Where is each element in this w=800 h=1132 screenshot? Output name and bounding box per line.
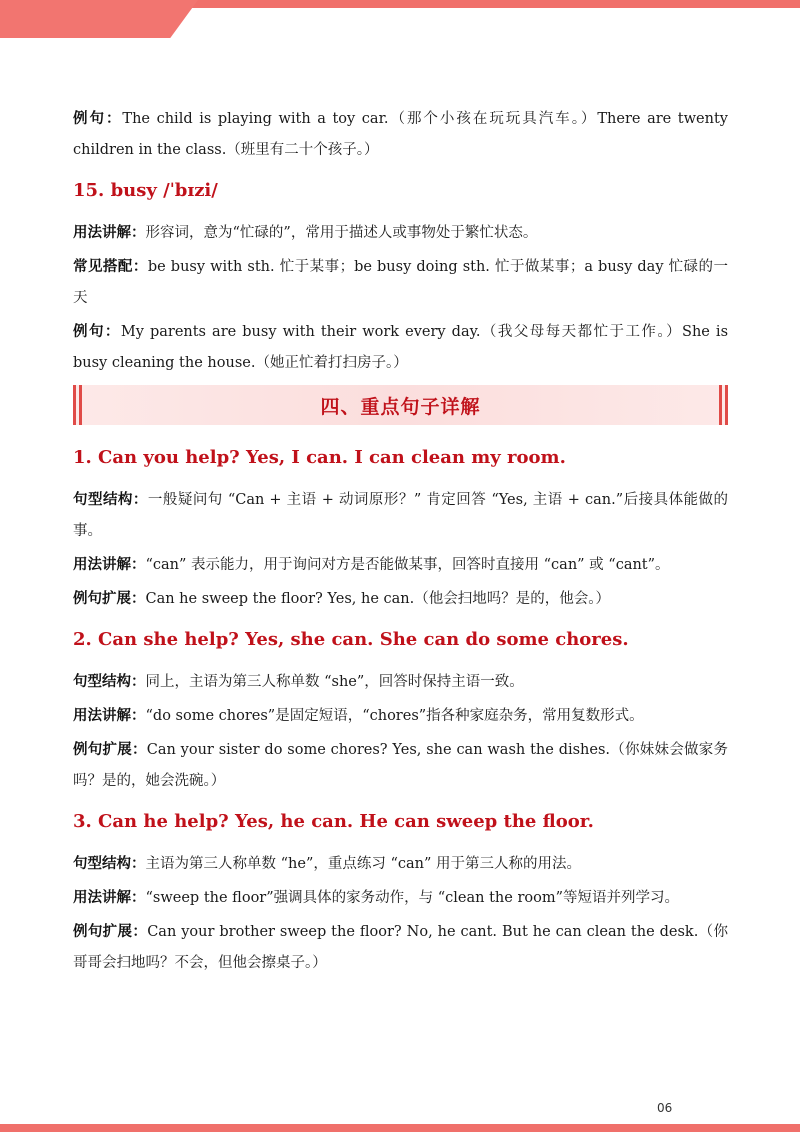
usage-label: 用法讲解：	[73, 708, 146, 724]
structure-paragraph	[73, 667, 728, 698]
banner-bar-right-inner	[719, 385, 722, 425]
top-decoration-band	[0, 0, 800, 38]
page-content	[73, 104, 728, 982]
example-label: 例句：	[73, 111, 123, 127]
banner-bar-left	[73, 385, 76, 425]
usage-text: “can” 表示能力，用于询问对方是否能做某事，回答时直接用 “can” 或 “cant”。	[145, 557, 670, 573]
top-band-tab	[0, 0, 198, 38]
usage-label: 用法讲解：	[73, 225, 146, 241]
example-paragraph	[73, 584, 728, 615]
structure-paragraph	[73, 849, 728, 880]
example-label: 例句：	[73, 324, 121, 340]
sentence-heading: 3. Can he help? Yes, he can. He can sweep the floor.	[73, 811, 594, 832]
structure-text: 同上，主语为第三人称单数 “she”，回答时保持主语一致。	[145, 674, 524, 690]
usage-label: 用法讲解：	[73, 890, 146, 906]
usage-paragraph	[73, 883, 728, 914]
busy-collocation	[73, 252, 728, 314]
example-paragraph	[73, 735, 728, 797]
example-text: My parents are busy with their work every day.（我父母每天都忙于工作。）She is busy cleaning the house.（她正忙着打扫房子。）	[73, 324, 729, 371]
sentence-heading: 2. Can she help? Yes, she can. She can do some chores.	[73, 629, 629, 650]
structure-paragraph	[73, 485, 728, 547]
structure-text: 主语为第三人称单数 “he”，重点练习 “can” 用于第三人称的用法。	[145, 856, 582, 872]
structure-label: 句型结构：	[73, 674, 146, 690]
section-title: 四、重点句子详解	[320, 395, 481, 418]
collocation-text: be busy with sth. 忙于某事；be busy doing sth. 忙于做某事；a busy day 忙碌的一天	[73, 259, 728, 306]
example-label: 例句扩展：	[73, 924, 148, 940]
example-label: 例句扩展：	[73, 591, 146, 607]
example-paragraph	[73, 917, 728, 979]
page-number: 06	[657, 1101, 673, 1115]
collocation-label: 常见搭配：	[73, 259, 148, 275]
usage-paragraph	[73, 701, 728, 732]
structure-label: 句型结构：	[73, 856, 146, 872]
word-heading-busy: 15. busy /ˈbɪzi/	[73, 180, 218, 201]
example-text: Can he sweep the floor? Yes, he can.（他会扫地吗？是的，他会。）	[145, 591, 610, 607]
structure-text: 一般疑问句 “Can + 主语 + 动词原形？” 肯定回答 “Yes, 主语 + can.”后接具体能做的事。	[73, 492, 728, 539]
sentence-block-1	[73, 441, 728, 615]
usage-text: “do some chores”是固定短语，“chores”指各种家庭杂务，常用复数形式。	[145, 708, 644, 724]
example-text: Can your brother sweep the floor? No, he cant. But he can clean the desk.（你哥哥会扫地吗？不会，但他会擦桌子。）	[73, 924, 729, 971]
sentence-heading: 1. Can you help? Yes, I can. I can clean my room.	[73, 447, 566, 468]
sentence-block-3	[73, 805, 728, 979]
example-label: 例句扩展：	[73, 742, 147, 758]
sentence-block-2	[73, 623, 728, 797]
busy-usage	[73, 218, 728, 249]
banner-bar-left-inner	[79, 385, 82, 425]
structure-label: 句型结构：	[73, 492, 148, 508]
banner-bar-right	[725, 385, 728, 425]
example-text: The child is playing with a toy car.（那个小孩在玩玩具汽车。）There are twenty children in the class.（班里有二十个孩子。）	[73, 111, 728, 158]
busy-example	[73, 317, 728, 379]
usage-text: 形容词，意为“忙碌的”，常用于描述人或事物处于繁忙状态。	[145, 225, 538, 241]
bottom-decoration-band	[0, 1124, 800, 1132]
usage-paragraph	[73, 550, 728, 581]
example-text: Can your sister do some chores? Yes, she can wash the dishes.（你妹妹会做家务吗？是的，她会洗碗。）	[73, 742, 728, 789]
usage-label: 用法讲解：	[73, 557, 146, 573]
section-banner	[73, 385, 728, 425]
usage-text: “sweep the floor”强调具体的家务动作，与 “clean the room”等短语并列学习。	[145, 890, 680, 906]
intro-example	[73, 104, 728, 166]
